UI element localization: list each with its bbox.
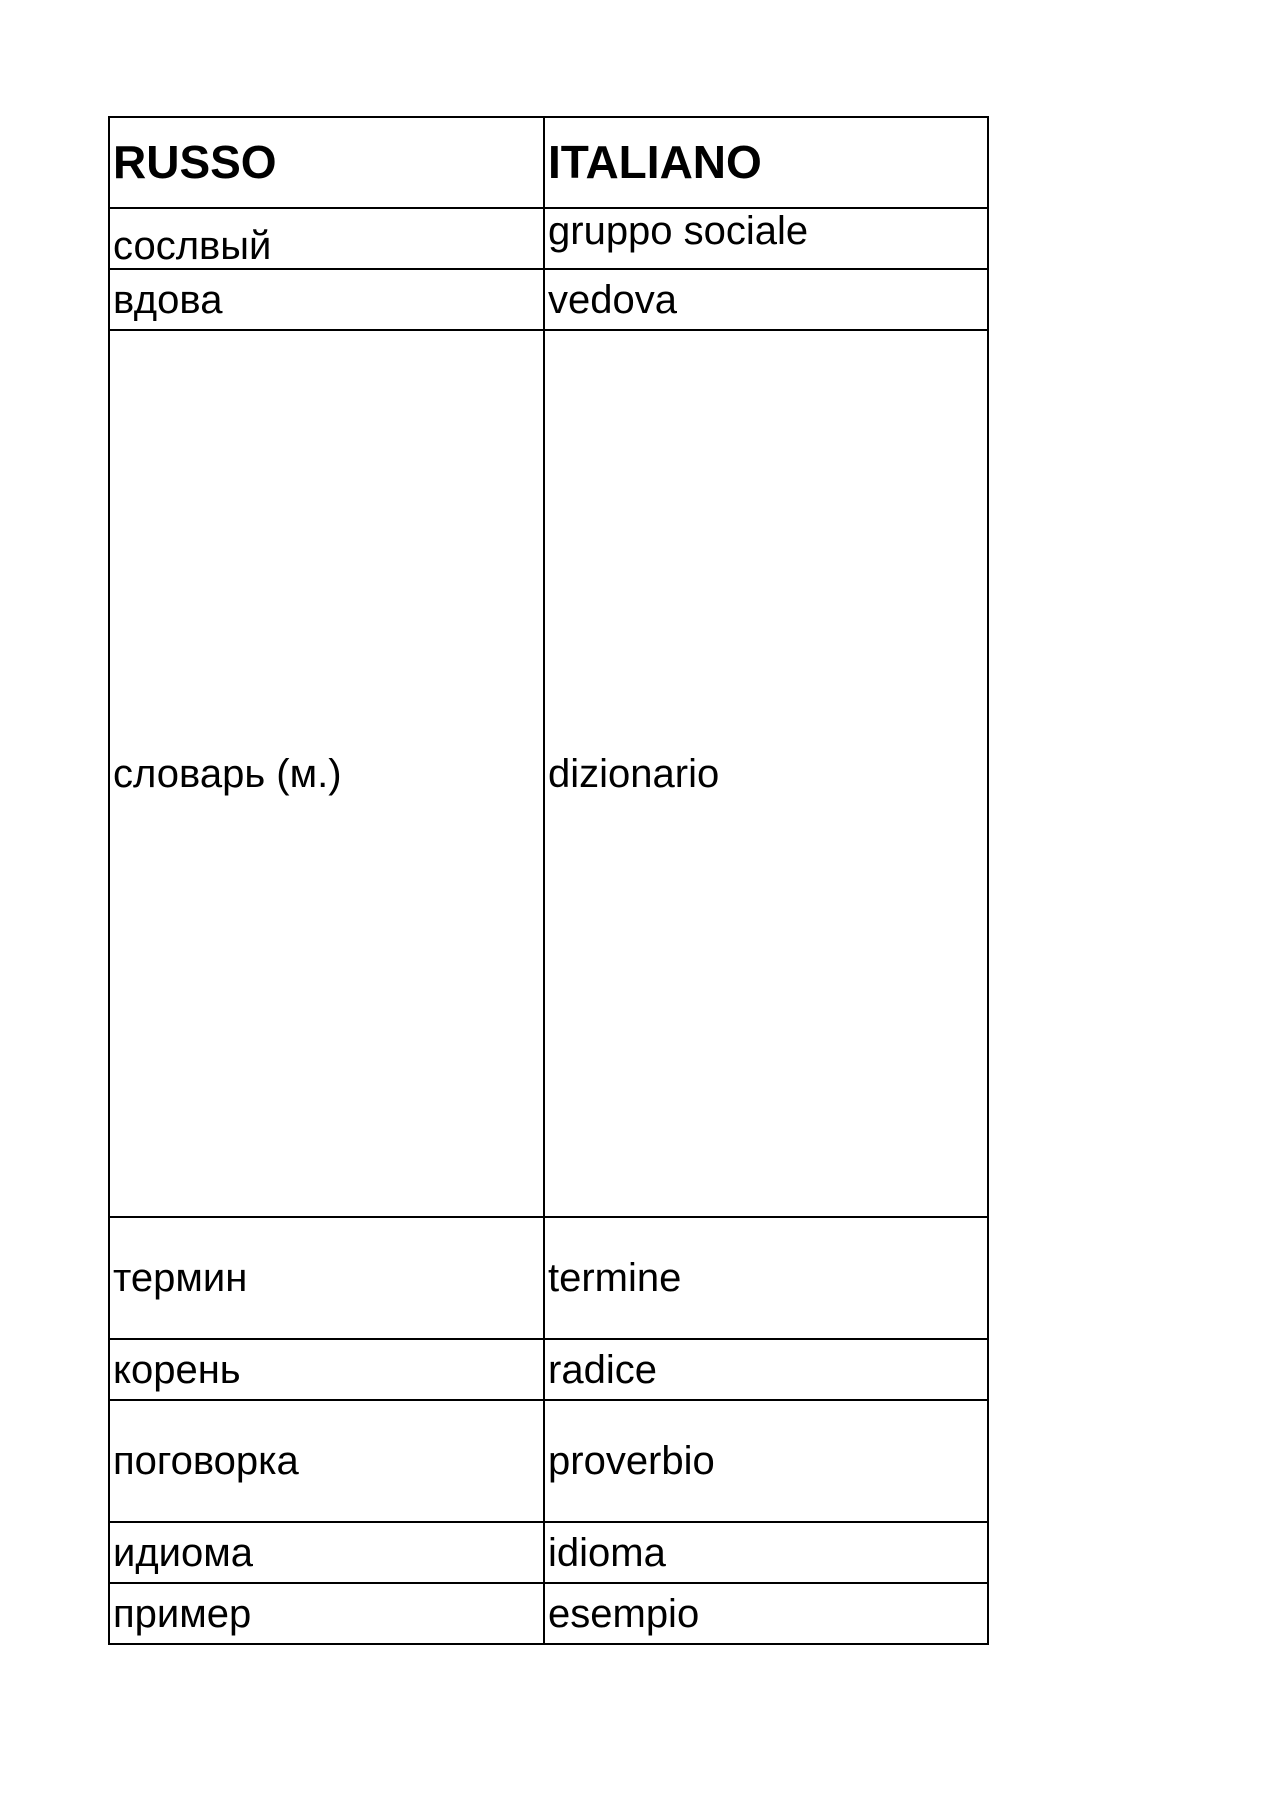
russian-cell: поговорка [109,1400,544,1522]
table-row [109,269,988,330]
italian-cell: dizionario [544,330,988,1217]
table-row [109,1583,988,1644]
table-row [109,1339,988,1400]
italian-cell: idioma [544,1522,988,1583]
table-row [109,330,988,1217]
russian-cell: идиома [109,1522,544,1583]
column-header-russian: RUSSO [109,117,544,208]
column-header-italian: ITALIANO [544,117,988,208]
table-row [109,1522,988,1583]
italian-cell: termine [544,1217,988,1339]
vocabulary-table [108,116,989,1645]
table-header-row [109,117,988,208]
russian-cell: корень [109,1339,544,1400]
italian-cell: radice [544,1339,988,1400]
table-row [109,208,988,269]
table-row [109,1400,988,1522]
russian-cell: термин [109,1217,544,1339]
italian-cell: esempio [544,1583,988,1644]
russian-cell: словарь (м.) [109,330,544,1217]
russian-cell: пример [109,1583,544,1644]
russian-cell: вдова [109,269,544,330]
table-row [109,1217,988,1339]
italian-cell: gruppo sociale [544,208,988,269]
italian-cell: vedova [544,269,988,330]
russian-cell: сослвый [109,208,544,269]
italian-cell: proverbio [544,1400,988,1522]
